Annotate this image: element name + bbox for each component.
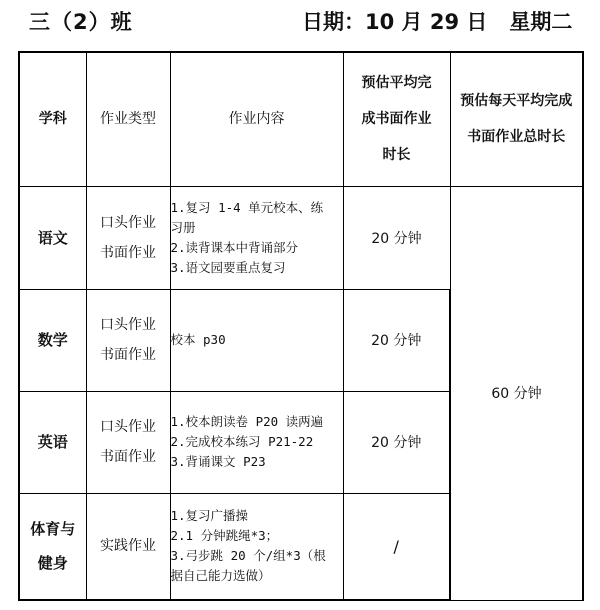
content-line: 3.弓步跳 20 个/组*3（根 bbox=[170, 548, 326, 564]
type-item: 书面作业 bbox=[100, 244, 156, 261]
content-cell bbox=[170, 186, 343, 289]
content-line: 校本 p30 bbox=[170, 332, 226, 347]
subject-cell: 英语 bbox=[19, 391, 86, 493]
subject-cell bbox=[19, 493, 86, 600]
column-header-type: 作业类型 bbox=[86, 52, 170, 186]
content-line: 1.复习 1-4 单元校本、练 bbox=[170, 199, 324, 215]
content-cell bbox=[170, 391, 343, 493]
column-header-avg-time-line: 预估平均完 bbox=[361, 75, 432, 92]
content-line: 1.校本朗读卷 P20 读两遍 bbox=[170, 414, 324, 429]
column-header-content: 作业内容 bbox=[170, 52, 343, 186]
column-header-daily-total bbox=[450, 52, 583, 186]
duration-cell: 20 分钟 bbox=[343, 391, 450, 493]
type-cell bbox=[86, 289, 170, 391]
type-item: 书面作业 bbox=[100, 449, 156, 465]
column-header-avg-time-line: 时长 bbox=[382, 147, 411, 164]
type-item: 书面作业 bbox=[100, 347, 156, 363]
column-header-daily-total-line: 书面作业总时长 bbox=[467, 129, 566, 146]
subject-cell: 数学 bbox=[19, 289, 86, 391]
type-item: 口头作业 bbox=[100, 317, 156, 333]
content-line: 2.读背课本中背诵部分 bbox=[170, 239, 299, 255]
daily-total-cell: 60 分钟 bbox=[450, 186, 583, 600]
header-row bbox=[19, 52, 583, 186]
column-header-daily-total-line: 预估每天平均完成 bbox=[460, 93, 573, 110]
duration-cell: / bbox=[343, 493, 450, 600]
content-line: 3.语文园要重点复习 bbox=[170, 259, 286, 275]
subject-line: 健身 bbox=[37, 554, 68, 573]
content-line: 习册 bbox=[170, 219, 196, 235]
date-title: 日期：10 月 29 日 星期二 bbox=[302, 10, 573, 34]
class-title: 三（2）班 bbox=[29, 10, 133, 34]
homework-table bbox=[18, 51, 584, 601]
duration-cell: 20 分钟 bbox=[343, 186, 450, 289]
subject-cell: 语文 bbox=[19, 186, 86, 289]
content-line: 3.背诵课文 P23 bbox=[170, 454, 266, 469]
type-cell bbox=[86, 391, 170, 493]
content-cell bbox=[170, 493, 343, 600]
type-item: 口头作业 bbox=[100, 419, 156, 435]
content-line: 2.完成校本练习 P21-22 bbox=[170, 434, 314, 449]
type-cell bbox=[86, 186, 170, 289]
content-line: 2.1 分钟跳绳*3； bbox=[170, 528, 279, 544]
content-cell bbox=[170, 289, 343, 391]
column-header-avg-time bbox=[343, 52, 450, 186]
content-line: 据自己能力选做） bbox=[170, 568, 271, 584]
subject-line: 体育与 bbox=[30, 520, 76, 539]
type-cell bbox=[86, 493, 170, 600]
duration-cell: 20 分钟 bbox=[343, 289, 450, 391]
type-item: 口头作业 bbox=[100, 214, 156, 231]
type-item: 实践作业 bbox=[100, 538, 156, 555]
table-row-chinese bbox=[19, 186, 583, 289]
content-line: 1.复习广播操 bbox=[170, 508, 249, 524]
column-header-subject: 学科 bbox=[19, 52, 86, 186]
column-header-avg-time-line: 成书面作业 bbox=[361, 111, 432, 128]
